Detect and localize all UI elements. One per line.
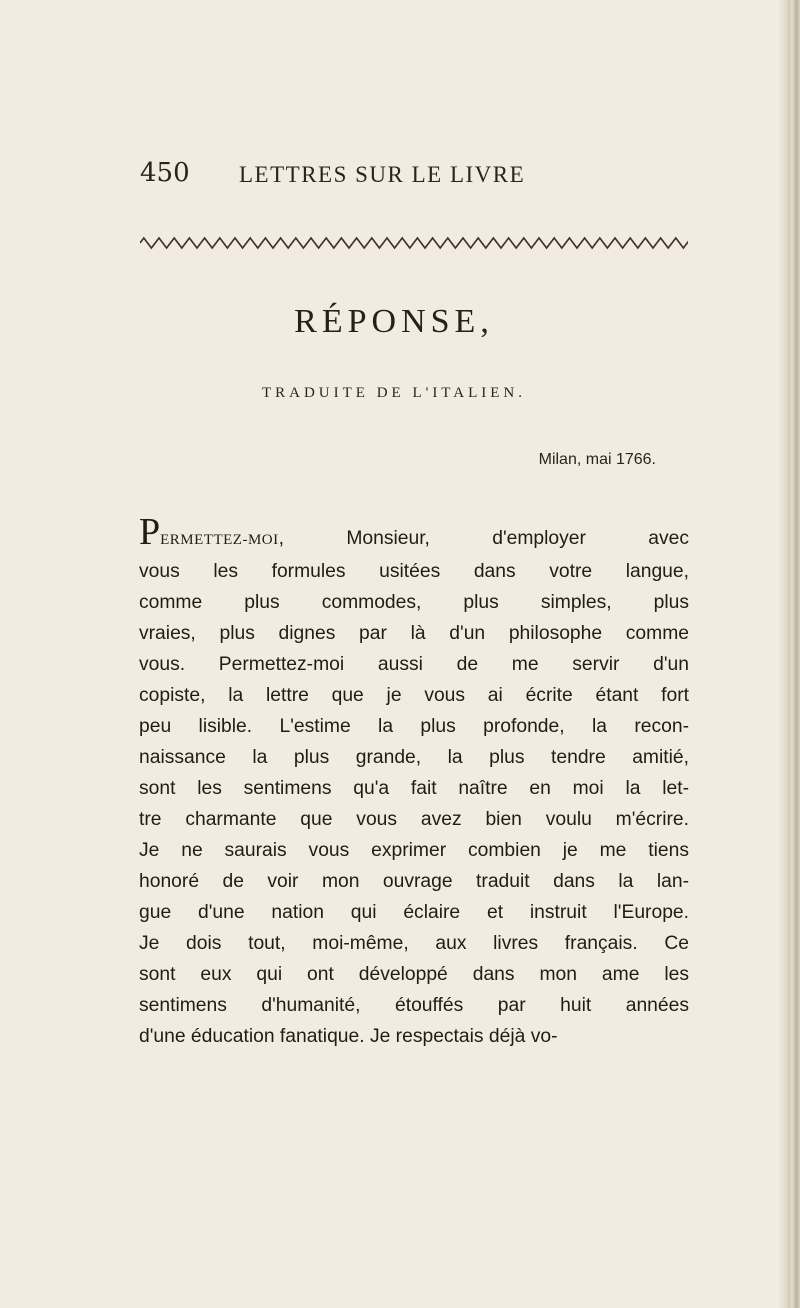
letter-line: Je ne saurais vous exprimer combien je me tiens	[139, 840, 689, 861]
section-subtitle: TRADUITE DE L'ITALIEN.	[261, 385, 527, 401]
letter-line: vraies, plus dignes par là d'un philosophe comme	[139, 623, 689, 644]
letter-line: comme plus commodes, plus simples, plus	[139, 592, 689, 613]
letter-line: Je dois tout, moi-même, aux livres français. Ce	[139, 933, 689, 954]
letter-line: honoré de voir mon ouvrage traduit dans la lan-	[139, 871, 689, 892]
letter-line: , Monsieur, d'employer avec	[278, 528, 689, 549]
dateline: Milan, mai 1766.	[538, 451, 656, 468]
letter-first-line	[139, 511, 689, 556]
letter-line: tre charmante que vous avez bien voulu m'écrire.	[139, 809, 689, 830]
letter-line: sont eux qui ont développé dans mon ame les	[139, 964, 689, 985]
wavy-rule-icon	[140, 236, 688, 250]
ornamental-rule	[140, 236, 688, 250]
letter-line: naissance la plus grande, la plus tendre amitié,	[139, 747, 689, 768]
wavy-rule-line	[140, 238, 688, 248]
letter-line: sentimens d'humanité, étouffés par huit années	[139, 995, 689, 1016]
drop-capital: P	[139, 511, 161, 553]
letter-line: sont les sentimens qu'a fait naître en moi la let-	[139, 778, 689, 799]
letter-body	[139, 511, 689, 1052]
page-gutter-shadow	[778, 0, 788, 1308]
section-title: RÉPONSE,	[294, 303, 494, 340]
letter-line: copiste, la lettre que je vous ai écrite étant fort	[139, 685, 689, 706]
letter-line: gue d'une nation qui éclaire et instruit l'Europe.	[139, 902, 689, 923]
letter-line: d'une éducation fanatique. Je respectais déjà vo-	[139, 1026, 558, 1047]
page-edge	[788, 0, 800, 1308]
running-title: LETTRES SUR LE LIVRE	[239, 162, 526, 187]
page-header	[140, 158, 640, 198]
page-number: 450	[140, 158, 190, 188]
letter-line: peu lisible. L'estime la plus profonde, la recon-	[139, 716, 689, 737]
opening-smallcaps: ERMETTEZ-MOI	[160, 532, 279, 548]
letter-line: vous les formules usitées dans votre langue,	[139, 561, 689, 582]
letter-line: vous. Permettez-moi aussi de me servir d'un	[139, 654, 689, 675]
